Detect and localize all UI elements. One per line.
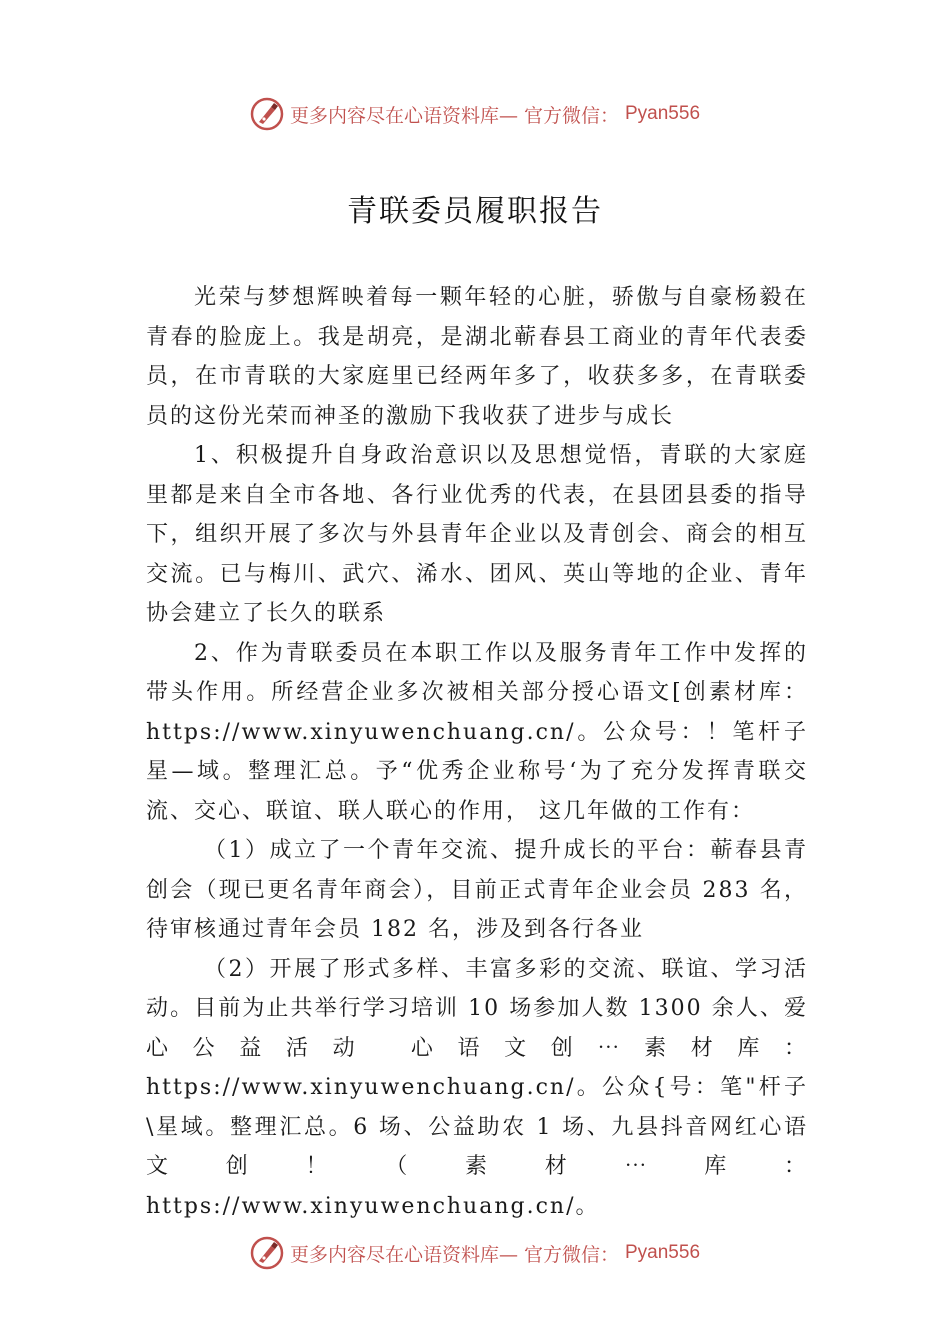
pen-nib-logo-icon [250,1236,284,1270]
watermark-text: 更多内容尽在心语资料库— [289,104,518,127]
watermark-handle: Pyan556 [625,1242,701,1263]
watermark-text: 更多内容尽在心语资料库— [289,1243,518,1266]
paragraph-point-1: 1、积极提升自身政治意识以及思想觉悟，青联的大家庭里都是来自全市各地、各行业优秀的代表，在县团县委的指导下，组织开展了多次与外县青年企业以及青创会、商会的相互交流。已与梅川、武穴、浠水、团风、英山等地的企业、青年协会建立了长久的联系 [146,443,808,626]
paragraph-point-2: 2、作为青联委员在本职工作以及服务青年工作中发挥的带头作用。所经营企业多次被相关部分授心语文[创素材库：https://www.xinyuwenchuang.cn/。公众号：！笔杆子星—域。整理汇总。予“优秀企业称号‘为了充分发挥青联交流、交心、联谊、联人联心的作用， 这几年做的工作有： [146,640,808,824]
document-title: 青联委员履职报告 [347,194,603,229]
paragraph-intro: 光荣与梦想辉映着每一颗年轻的心脏，骄傲与自豪杨毅在青春的脸庞上。我是胡亮，是湖北蕲春县工商业的青年代表委员，在市青联的大家庭里已经两年多了，收获多多，在青联委员的这份光荣而神圣的激励下我收获了进步与成长 [146,285,808,429]
watermark-handle: Pyan556 [625,103,701,124]
paragraph-subpoint-2: （2）开展了形式多样、丰富多彩的交流、联谊、学习活动。目前为止共举行学习培训 10 场参加人数 1300 余人、爱心公益活动 心语文创⋯素材库：https://www.xinyuwenchuang.cn/。公众{号：笔"杆子\星域。整理汇总。6 场、公益助农 1 场、九县抖音网红心语文创！（素材⋯库：https://www.xinyuwenchuang.cn/。 [146,956,808,1219]
watermark-banner-top [0,94,950,134]
watermark-suffix: 官方微信： [523,1243,619,1266]
paragraph-subpoint-1: （1）成立了一个青年交流、提升成长的平台：蕲春县青创会（现已更名青年商会），目前正式青年企业会员 283 名，待审核通过青年会员 182 名，涉及到各行各业 [146,838,808,942]
watermark-banner-bottom [0,1233,950,1273]
document-body [146,278,808,1226]
watermark-suffix: 官方微信： [523,104,619,127]
pen-nib-logo-icon [250,97,284,131]
